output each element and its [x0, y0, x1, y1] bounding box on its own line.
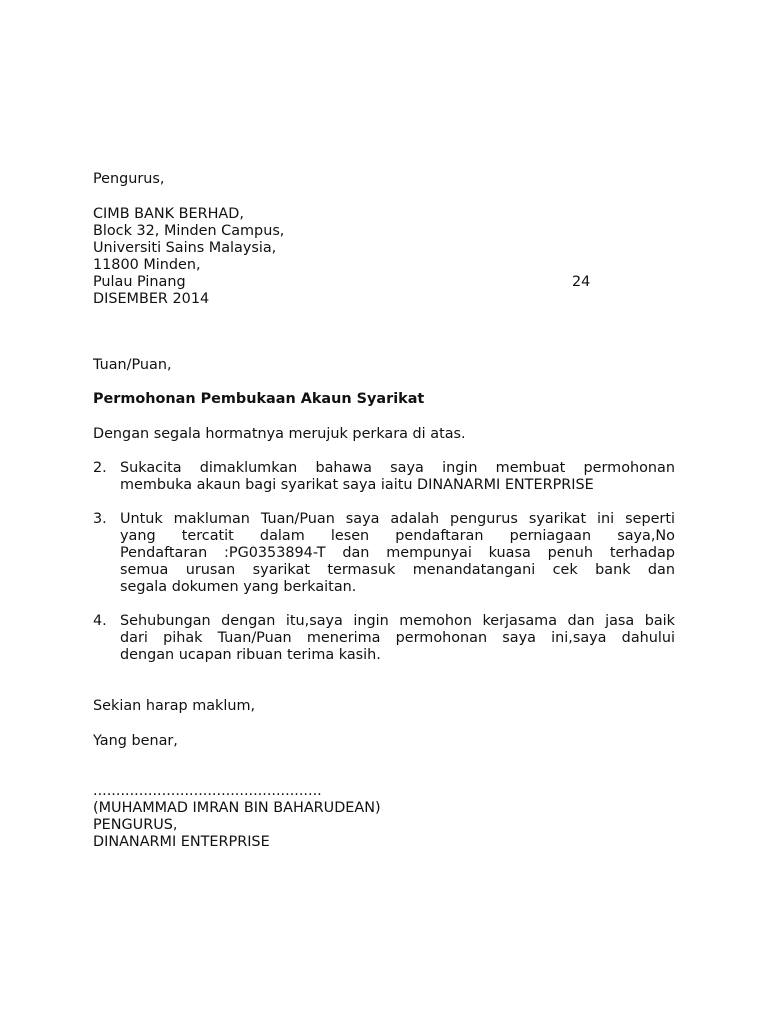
paragraph-line: semua urusan syarikat termasuk menandatangani cek bank dan: [120, 562, 675, 578]
subject-text: Permohonan Pembukaan Akaun Syarikat: [93, 391, 425, 407]
recipient-line-2: Block 32, Minden Campus,: [93, 223, 285, 239]
greeting: [93, 357, 675, 374]
paragraph-line: Sukacita dimaklumkan bahawa saya ingin membuat permohonan: [120, 460, 675, 476]
closing-sign-off-text: Yang benar,: [93, 733, 178, 749]
closing-remark: [93, 698, 675, 715]
signatory-title: PENGURUS,: [93, 817, 178, 833]
paragraph-line: Pendaftaran :PG0353894-T dan mempunyai kuasa penuh terhadap: [120, 545, 675, 561]
date-month-year: DISEMBER 2014: [93, 291, 210, 307]
paragraph-line: Sehubungan dengan itu,saya ingin memohon kerjasama dan jasa baik: [120, 613, 675, 629]
intro-text: Dengan segala hormatnya merujuk perkara di atas.: [93, 426, 466, 442]
closing-remark-text: Sekian harap maklum,: [93, 698, 256, 714]
paragraph-number: 3.: [93, 511, 107, 527]
signatory-name: (MUHAMMAD IMRAN BIN BAHARUDEAN): [93, 800, 381, 816]
paragraph-line: Untuk makluman Tuan/Puan saya adalah pengurus syarikat ini seperti: [120, 511, 675, 527]
paragraph-body: [120, 460, 675, 494]
closing-sign-off: [93, 733, 675, 750]
date-day: 24: [572, 274, 591, 290]
paragraph-number: 2.: [93, 460, 107, 476]
paragraph-line: membuka akaun bagi syarikat saya iaitu DINANARMI ENTERPRISE: [120, 477, 594, 493]
intro-paragraph: [93, 426, 675, 443]
salutation-to-text: Pengurus,: [93, 171, 165, 187]
recipient-address: [93, 206, 675, 308]
paragraph-line: dengan ucapan ribuan terima kasih.: [120, 647, 381, 663]
signatory-company: DINANARMI ENTERPRISE: [93, 834, 270, 850]
recipient-line-5: Pulau Pinang: [93, 274, 186, 290]
subject-heading: [93, 391, 675, 408]
paragraph-4: [93, 613, 675, 664]
recipient-line-5-row: [93, 274, 675, 291]
paragraph-body: [120, 511, 675, 596]
paragraph-line: dari pihak Tuan/Puan menerima permohonan saya ini,saya dahului: [120, 630, 675, 646]
paragraph-3: [93, 511, 675, 596]
paragraph-number: 4.: [93, 613, 107, 629]
paragraph-2: [93, 460, 675, 494]
signature-line: ..................................................: [93, 783, 322, 799]
recipient-line-3: Universiti Sains Malaysia,: [93, 240, 277, 256]
paragraph-line: yang tercatit dalam lesen pendaftaran perniagaan saya,No: [120, 528, 675, 544]
signature-block: [93, 783, 675, 851]
paragraph-body: [120, 613, 675, 664]
greeting-text: Tuan/Puan,: [93, 357, 172, 373]
paragraph-line: segala dokumen yang berkaitan.: [120, 579, 357, 595]
recipient-line-1: CIMB BANK BERHAD,: [93, 206, 244, 222]
recipient-line-4: 11800 Minden,: [93, 257, 201, 273]
salutation-to: [93, 171, 675, 188]
